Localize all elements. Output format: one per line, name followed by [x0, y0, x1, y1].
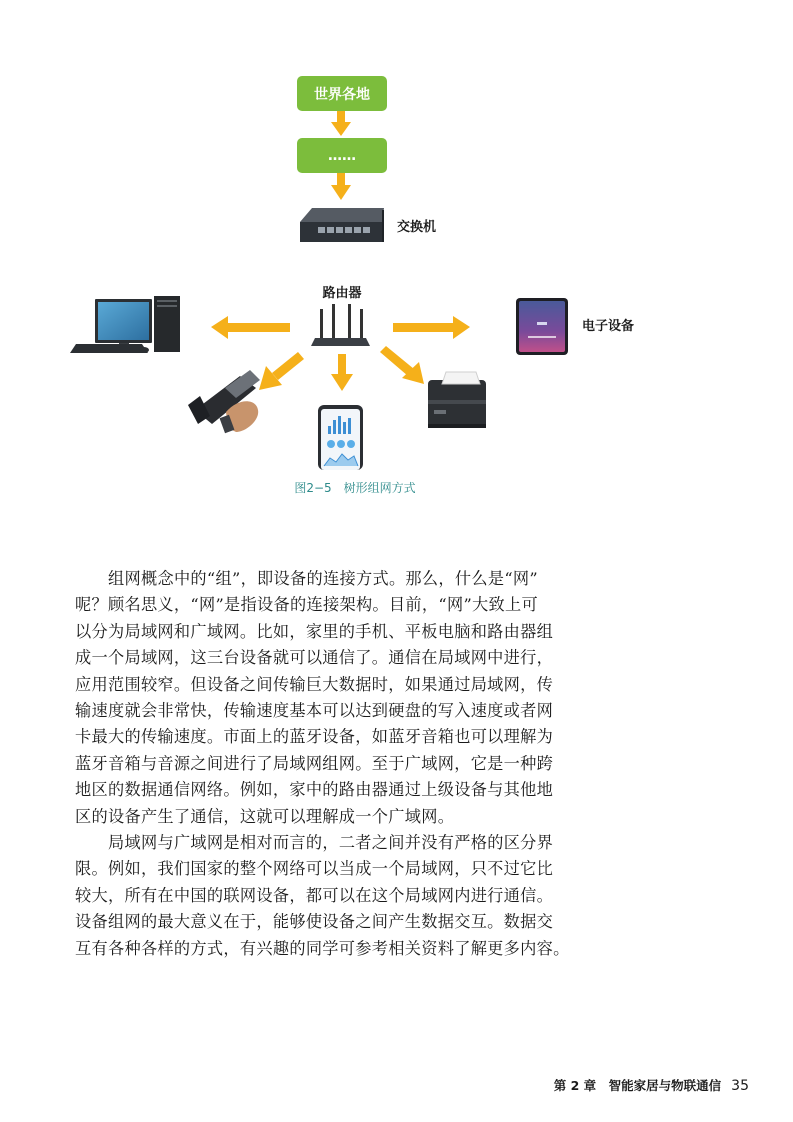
- switch-icon: [300, 208, 384, 242]
- paragraph-2: [75, 830, 570, 962]
- switch-label: 交换机: [397, 220, 437, 235]
- smartphone-icon: [318, 405, 363, 470]
- page-number: 35: [731, 1078, 749, 1094]
- middle-box: [297, 138, 387, 173]
- paragraph-1: [75, 566, 555, 830]
- text-line: 设备组网的最大意义在于，能够使设备之间产生数据交互。数据交: [75, 912, 554, 932]
- top-box-label: 世界各地: [314, 87, 370, 103]
- desktop-computer-icon: [70, 296, 180, 353]
- text-line: 蓝牙音箱与音源之间进行了局域网组网。至于广域网，它是一种跨: [75, 753, 554, 773]
- electronic-device-label: 电子设备: [582, 319, 635, 334]
- router-label: 路由器: [322, 286, 362, 301]
- text-line: 成一个局域网，这三台设备就可以通信了。通信在局域网中进行，: [75, 648, 554, 668]
- text-line: 呢？顾名思义，“网”是指设备的连接架构。目前，“网”大致上可: [75, 595, 538, 615]
- text-line: 组网概念中的“组”，即设备的连接方式。那么，什么是“网”: [108, 569, 538, 588]
- arrow-right: [393, 316, 470, 339]
- arrow-down-right: [380, 346, 424, 384]
- tree-network-diagram: [0, 0, 793, 500]
- barcode-scanner-icon: [188, 370, 260, 433]
- text-line: 地区的数据通信网络。例如，家中的路由器通过上级设备与其他地: [75, 780, 554, 800]
- chapter-title: 第 2 章 智能家居与物联通信: [553, 1078, 722, 1093]
- page-footer: [554, 1076, 749, 1094]
- text-line: 较大，所有在中国的联网设备，都可以在这个局域网内进行通信。: [75, 885, 554, 905]
- middle-box-label: ……: [328, 148, 356, 164]
- text-line: 应用范围较窄。但设备之间传输巨大数据时，如果通过局域网，传: [75, 674, 554, 694]
- top-box: [297, 76, 387, 111]
- text-line: 限。例如，我们国家的整个网络可以当成一个局域网，只不过它比: [75, 859, 554, 879]
- arrow-down-center: [331, 354, 353, 391]
- arrow-left: [211, 316, 290, 339]
- tablet-icon: [516, 298, 568, 355]
- arrow-down-left: [259, 352, 304, 390]
- text-line: 互有各种各样的方式，有兴趣的同学可参考相关资料了解更多内容。: [75, 938, 570, 958]
- receipt-printer-icon: [428, 372, 486, 428]
- text-line: 区的设备产生了通信，这就可以理解成一个广域网。: [75, 806, 455, 826]
- text-line: 以分为局域网和广域网。比如，家里的手机、平板电脑和路由器组: [75, 621, 554, 641]
- text-line: 输速度就会非常快，传输速度基本可以达到硬盘的写入速度或者网: [75, 701, 554, 721]
- arrow-down-2: [331, 173, 351, 200]
- router-icon: [311, 304, 370, 346]
- text-line: 卡最大的传输速度。市面上的蓝牙设备，如蓝牙音箱也可以理解为: [75, 727, 554, 747]
- figure-caption: 图2−5 树形组网方式: [294, 481, 416, 495]
- body-text: [75, 566, 570, 962]
- text-line: 局域网与广域网是相对而言的，二者之间并没有严格的区分界: [108, 833, 554, 853]
- arrow-down-1: [331, 111, 351, 136]
